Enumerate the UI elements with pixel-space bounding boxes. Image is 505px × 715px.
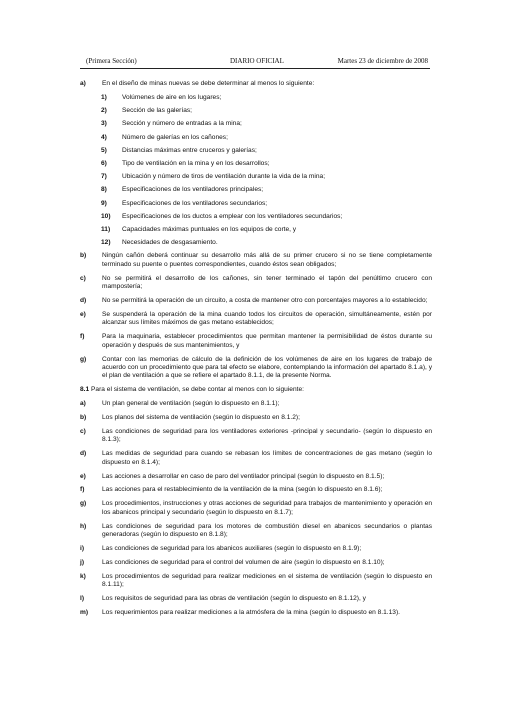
sublist-item bbox=[80, 226, 432, 234]
item-label: 3) bbox=[101, 120, 107, 128]
list-item bbox=[80, 414, 432, 422]
list-item bbox=[80, 333, 432, 350]
item-text: Las medidas de seguridad para cuando se rebasan los límites de concentraciones de gas metano (según lo dispuesto en 8.1.4); bbox=[102, 450, 432, 466]
item-label: g) bbox=[80, 500, 87, 508]
item-label: 6) bbox=[101, 159, 107, 167]
item-text: Se suspenderá la operación de la mina cuando todos los circuitos de operación, simultáneamente, estén por alcanzar sus límites máximos de gas metano establecidos; bbox=[102, 310, 432, 327]
list-item bbox=[80, 80, 432, 88]
item-text: Necesidades de desgasamiento. bbox=[122, 239, 218, 247]
item-text: Tipo de ventilación en la mina y en los desarrollos; bbox=[122, 159, 270, 167]
list-item bbox=[80, 252, 432, 269]
item-text: Las condiciones de seguridad para los abanicos auxiliares (según lo dispuesto en 8.1.9); bbox=[102, 545, 362, 552]
item-text: Contar con las memorias de cálculo de la definición de los volúmenes de aire en los lugares de trabajo de acuerdo con un procedimiento que para tal efecto se elabore, contemplando la información del apartado 8.1.a), y el plan de ventilación a que se refiere el apartado 8.1.1, de la presente Norma. bbox=[102, 355, 432, 380]
list-item bbox=[80, 400, 432, 408]
section-heading bbox=[80, 386, 432, 394]
list-item bbox=[80, 609, 432, 617]
list-item bbox=[80, 311, 432, 328]
item-text: Los requisitos de seguridad para las obras de ventilación (según lo dispuesto en 8.1.12), y bbox=[102, 595, 366, 603]
item-label: f) bbox=[80, 486, 85, 494]
header-publication: DIARIO OFICIAL bbox=[230, 57, 284, 65]
sublist-item bbox=[80, 94, 432, 102]
list-item bbox=[80, 473, 432, 481]
item-label: e) bbox=[80, 472, 86, 480]
item-label: 5) bbox=[101, 146, 107, 154]
item-label: d) bbox=[80, 450, 87, 458]
list-item bbox=[80, 297, 432, 305]
item-label: 9) bbox=[101, 199, 107, 207]
sublist-item bbox=[80, 173, 432, 181]
item-text: Los requerimientos para realizar mediciones a la atmósfera de la mina (según lo dispuesto en 8.1.13). bbox=[102, 609, 400, 617]
sublist bbox=[80, 94, 432, 248]
list-item bbox=[80, 559, 432, 567]
item-label: i) bbox=[80, 545, 85, 552]
item-text: No se permitirá la operación de un circuito, a costa de mantener otro con porcentajes mayores a lo establecido; bbox=[102, 296, 428, 304]
sublist-item bbox=[80, 134, 432, 142]
sublist-item bbox=[80, 147, 432, 155]
item-text: Los planos del sistema de ventilación (según lo dispuesto en 8.1.2); bbox=[102, 414, 300, 422]
item-text: No se permitirá el desarrollo de los cañones, sin tener terminado el tapón del penúltimo crucero con mampostería; bbox=[102, 274, 432, 291]
item-text: Para la maquinaria, establecer procedimientos que permitan mantener la permisibilidad de éstos durante su operación y después de sus mantenimientos, y bbox=[102, 333, 432, 349]
item-text: Especificaciones de los ductos a emplear con los ventiladores secundarios; bbox=[122, 212, 343, 220]
item-text: Los procedimientos, instrucciones y otras acciones de seguridad para trabajos de mantenimiento y operación en los abanicos principal y secundario (según lo dispuesto en 8.1.7); bbox=[102, 500, 432, 516]
item-label: c) bbox=[80, 427, 86, 435]
sublist-item bbox=[80, 160, 432, 168]
item-text: Volúmenes de aire en los lugares; bbox=[122, 93, 222, 101]
header-section: (Primera Sección) bbox=[86, 57, 137, 65]
item-label: k) bbox=[80, 572, 86, 580]
item-label: 11) bbox=[101, 225, 111, 233]
item-text: Número de galerías en los cañones; bbox=[122, 133, 228, 141]
item-text: Especificaciones de los ventiladores secundarios; bbox=[122, 199, 268, 207]
item-text: Especificaciones de los ventiladores principales; bbox=[122, 186, 264, 194]
sublist-item bbox=[80, 186, 432, 194]
section-number: 8.1 bbox=[80, 386, 90, 394]
list-item bbox=[80, 450, 432, 467]
list-item bbox=[80, 573, 432, 590]
item-text: Ubicación y número de tiros de ventilación durante la vida de la mina; bbox=[122, 173, 326, 181]
item-text: Los procedimientos de seguridad para realizar mediciones en el sistema de ventilación (según lo dispuesto en 8.1.11); bbox=[102, 572, 432, 589]
item-label: a) bbox=[80, 400, 86, 408]
item-text: Distancias máximas entre cruceros y galerías; bbox=[122, 146, 257, 154]
list-item bbox=[80, 486, 432, 494]
item-text: Sección y número de entradas a la mina; bbox=[122, 120, 242, 128]
item-text: Las condiciones de seguridad para los motores de combustión diesel en abanicos secundarios o plantas generadoras (según lo dispuesto en 8.1.8); bbox=[102, 522, 432, 539]
item-text: Las acciones para el restablecimiento de la ventilación de la mina (según lo dispuesto en 8.1.6); bbox=[102, 486, 383, 494]
header-date: Martes 23 de diciembre de 2008 bbox=[337, 57, 428, 65]
item-text: Las condiciones de seguridad para los ventiladores exteriores -principal y secundario- (según lo dispuesto en 8.1.3); bbox=[102, 427, 432, 444]
item-label: j) bbox=[80, 558, 85, 566]
sublist-item bbox=[80, 120, 432, 128]
list-item bbox=[80, 428, 432, 445]
sublist-item bbox=[80, 213, 432, 221]
item-label: 12) bbox=[101, 239, 111, 247]
item-label: b) bbox=[80, 414, 87, 422]
item-label: 2) bbox=[101, 107, 107, 115]
item-text: En el diseño de minas nuevas se debe determinar al menos lo siguiente: bbox=[102, 80, 315, 87]
item-label: 4) bbox=[101, 133, 107, 141]
item-label: f) bbox=[80, 333, 85, 341]
item-label: e) bbox=[80, 310, 86, 318]
item-label: 1) bbox=[101, 93, 107, 101]
sublist-item bbox=[80, 200, 432, 208]
item-label: l) bbox=[80, 595, 85, 603]
item-text: Ningún cañón deberá continuar su desarrollo más allá de su primer crucero si no se tiene completamente terminado su puente o puentes correspondientes, cuando éstos sean obligados; bbox=[102, 252, 432, 268]
list-item bbox=[80, 523, 432, 540]
item-text: Las condiciones de seguridad para el control del volumen de aire (según lo dispuesto en 8.1.10); bbox=[102, 558, 385, 566]
item-label: a) bbox=[80, 80, 86, 87]
list-item bbox=[80, 356, 432, 381]
item-label: 10) bbox=[101, 212, 111, 220]
sublist-item bbox=[80, 239, 432, 247]
item-label: m) bbox=[80, 609, 89, 617]
item-text: Las acciones a desarrollar en caso de paro del ventilador principal (según lo dispuesto en 8.1.5); bbox=[102, 472, 385, 480]
sublist-item bbox=[80, 107, 432, 115]
ventilation-list bbox=[80, 400, 432, 617]
list-item bbox=[80, 500, 432, 517]
page-header bbox=[80, 56, 430, 69]
section-text: Para el sistema de ventilación, se debe contar al menos con lo siguiente: bbox=[91, 386, 304, 394]
item-label: 7) bbox=[101, 173, 107, 181]
list-item bbox=[80, 545, 432, 553]
item-label: g) bbox=[80, 355, 87, 363]
item-label: b) bbox=[80, 252, 87, 260]
list-item bbox=[80, 275, 432, 292]
item-label: 8) bbox=[101, 186, 107, 194]
list-item bbox=[80, 595, 432, 603]
item-label: c) bbox=[80, 274, 86, 282]
item-text: Sección de las galerías; bbox=[122, 107, 193, 115]
document-body bbox=[80, 80, 432, 623]
item-text: Capacidades máximas puntuales en los equipos de corte, y bbox=[122, 225, 297, 233]
requirements-list bbox=[80, 252, 432, 380]
item-label: d) bbox=[80, 296, 87, 304]
item-label: h) bbox=[80, 522, 87, 530]
item-text: Un plan general de ventilación (según lo dispuesto en 8.1.1); bbox=[102, 400, 280, 408]
